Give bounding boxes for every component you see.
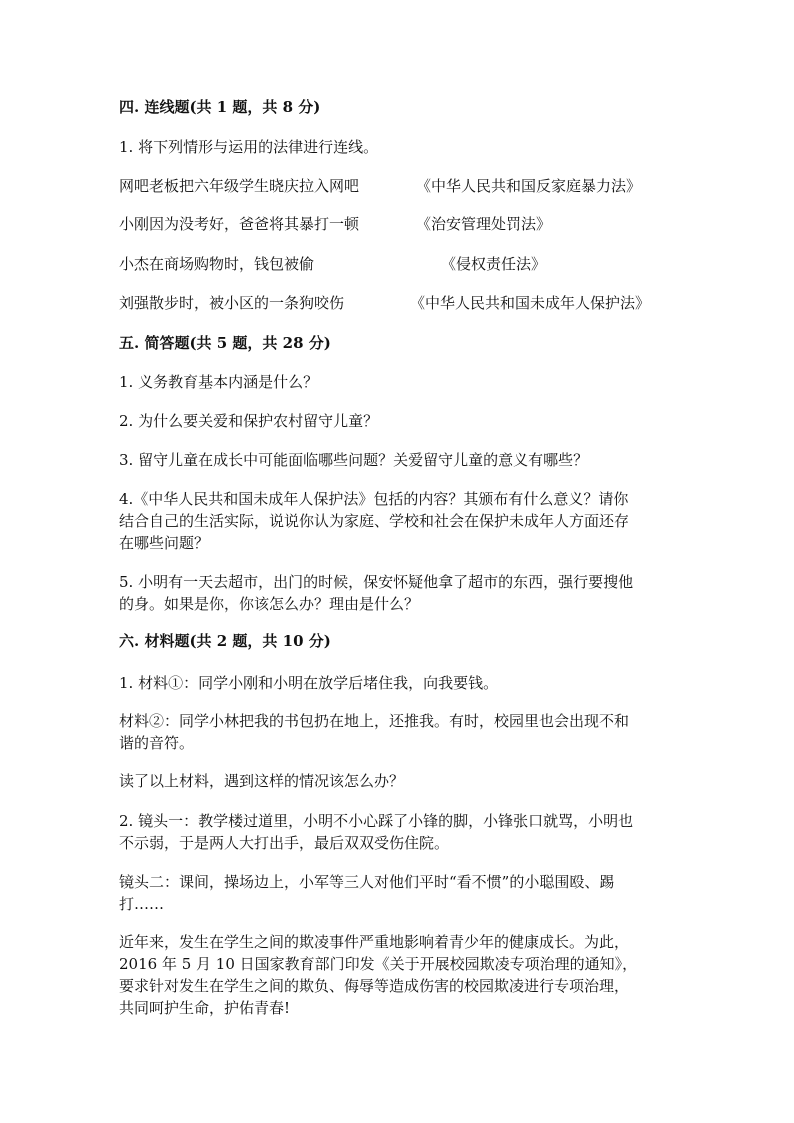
matching-situation-3: 小杰在商场购物时，钱包被偷	[119, 255, 315, 273]
section-5-question-5-line-2: 的身。如果是你，你该怎么办？理由是什么？	[119, 595, 420, 613]
matching-situation-4: 刘强散步时，被小区的一条狗咬伤	[119, 294, 345, 312]
section-5-question-4-line-3: 在哪些问题？	[119, 534, 210, 552]
section-5-question-2: 2. 为什么要关爱和保护农村留守儿童？	[119, 412, 379, 430]
matching-law-3: 《侵权责任法》	[441, 255, 547, 273]
section-4-question-1: 1. 将下列情形与运用的法律进行连线。	[119, 138, 379, 156]
passage-line-4: 共同呵护生命，护佑青春!	[119, 999, 291, 1017]
matching-situation-1: 网吧老板把六年级学生晓庆拉入网吧	[119, 177, 360, 195]
passage-line-1: 近年来，发生在学生之间的欺凌事件严重地影响着青少年的健康成长。为此，	[119, 933, 630, 951]
scene-2-line-2: 打……	[119, 895, 165, 913]
matching-law-1: 《中华人民共和国反家庭暴力法》	[416, 177, 642, 195]
section-5-question-1: 1. 义务教育基本内涵是什么？	[119, 373, 319, 391]
passage-line-3: 要求针对发生在学生之间的欺负、侮辱等造成伤害的校园欺凌进行专项治理，	[119, 977, 630, 995]
section-6-heading: 六. 材料题(共 2 题，共 10 分)	[119, 632, 331, 650]
matching-law-4: 《中华人民共和国未成年人保护法》	[410, 294, 651, 312]
scene-1-line-1: 2. 镜头一：教学楼过道里，小明不小心踩了小锋的脚，小锋张口就骂，小明也	[119, 812, 634, 830]
section-5-question-4-line-1: 4.《中华人民共和国未成年人保护法》包括的内容？其颁布有什么意义？请你	[119, 490, 629, 508]
scene-1-line-2: 不示弱，于是两人大打出手，最后双双受伤住院。	[119, 834, 450, 852]
matching-situation-2: 小刚因为没考好，爸爸将其暴打一顿	[119, 215, 360, 233]
section-5-question-5-line-1: 5. 小明有一天去超市，出门的时候，保安怀疑他拿了超市的东西，强行要搜他	[119, 573, 634, 591]
matching-law-2: 《治安管理处罚法》	[416, 215, 552, 233]
material-2-line-2: 谐的音符。	[119, 734, 195, 752]
material-question: 读了以上材料，遇到这样的情况该怎么办？	[119, 772, 405, 790]
material-2-line-1: 材料②：同学小林把我的书包扔在地上，还推我。有时，校园里也会出现不和	[119, 712, 630, 730]
material-1: 1. 材料①：同学小刚和小明在放学后堵住我，向我要钱。	[119, 674, 499, 692]
scene-2-line-1: 镜头二：课间，操场边上，小军等三人对他们平时“看不惯”的小聪围殴、踢	[119, 873, 615, 891]
section-5-question-4-line-2: 结合自己的生活实际，说说你认为家庭、学校和社会在保护未成年人方面还存	[119, 512, 630, 530]
section-5-heading: 五. 简答题(共 5 题，共 28 分)	[119, 334, 331, 352]
passage-line-2: 2016 年 5 月 10 日国家教育部门印发《关于开展校园欺凌专项治理的通知》，	[119, 955, 638, 973]
section-4-heading: 四. 连线题(共 1 题，共 8 分)	[119, 98, 321, 116]
section-5-question-3: 3. 留守儿童在成长中可能面临哪些问题？关爱留守儿童的意义有哪些？	[119, 451, 589, 469]
